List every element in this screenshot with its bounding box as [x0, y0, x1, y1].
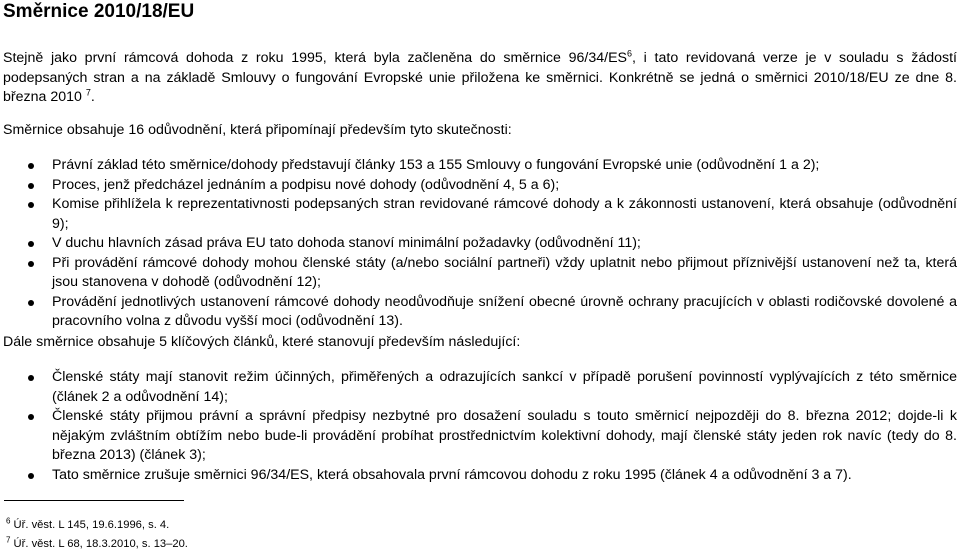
- articles-lead: Dále směrnice obsahuje 5 klíčových článků, které stanovují především následující:: [3, 334, 521, 350]
- list-item-text: Členské státy mají stanovit režim účinných, přiměřených a odrazujících sankcí v případě porušení povinností vyplývajících z této směrnice (článek 2 a odůvodnění 14);: [52, 369, 957, 405]
- list-item-text: Právní základ této směrnice/dohody představují články 153 a 155 Smlouvy o fungování Evropské unie (odůvodnění 1 a 2);: [52, 157, 820, 173]
- footnote-6: [6, 518, 169, 533]
- justifications-list: [0, 156, 960, 332]
- articles-list: [0, 368, 960, 485]
- list-item: [0, 176, 960, 196]
- intro-text-2: , i tato revidovaná verze je v souladu s žádostí podepsaných stran a na základě Smlouvy o fungování Evropské unie přiložena ke směrnici. Konkrétně se jedná o směrnici 2010/18/EU ze dne 8. března 2010: [3, 50, 957, 105]
- list-item: [0, 254, 960, 293]
- footnote-divider: [4, 500, 184, 501]
- list-item-text: Členské státy přijmou právní a správní předpisy nezbytné pro dosažení souladu s touto směrnicí nejpozději do 8. března 2012; dojde-li k nějakým zvláštním obtížím nebo bude-li provádění probíhat prostřednictvím kolektivní dohody, mají členské státy jeden rok navíc (tedy do 8. března 2013) (článek 3);: [52, 408, 957, 463]
- footnote-mark: 6: [6, 516, 11, 526]
- footnote-text: Úř. věst. L 145, 19.6.1996, s. 4.: [10, 519, 170, 531]
- bullet-icon: [28, 375, 34, 381]
- footnote-text: Úř. věst. L 68, 18.3.2010, s. 13–20.: [10, 538, 188, 550]
- list-item: [0, 156, 960, 176]
- footnote-7: [6, 537, 188, 552]
- intro-paragraph: [3, 49, 957, 108]
- list-item-text: Při provádění rámcové dohody mohou členské státy (a/nebo sociální partneři) vždy uplatnit nebo přijmout příznivější ustanovení než ta, která jsou stanovena v dohodě (odůvodnění 12);: [52, 254, 957, 290]
- bullet-icon: [28, 241, 34, 247]
- footnote-ref-7[interactable]: 7: [85, 87, 91, 98]
- list-item: [0, 293, 960, 332]
- list-item-text: Provádění jednotlivých ustanovení rámcové dohody neodůvodňuje snížení obecné úrovně ochrany pracujících v oblasti rodičovské dovolené a pracovního volna z důvodu vyšší moci (odůvodnění 13).: [52, 293, 957, 329]
- page-title: Směrnice 2010/18/EU: [3, 1, 195, 22]
- list-item: [0, 234, 960, 254]
- bullet-icon: [28, 202, 34, 208]
- bullet-icon: [28, 300, 34, 306]
- bullet-icon: [28, 163, 34, 169]
- list-item-text: V duchu hlavních zásad práva EU tato dohoda stanoví minimální požadavky (odůvodnění 11);: [52, 235, 641, 251]
- bullet-icon: [28, 183, 34, 189]
- bullet-icon: [28, 261, 34, 267]
- list-item-text: Tato směrnice zrušuje směrnici 96/34/ES, která obsahovala první rámcovou dohodu z roku 1995 (článek 4 a odůvodnění 3 a 7).: [52, 466, 852, 483]
- footnote-mark: 7: [6, 535, 11, 545]
- footnote-ref-6[interactable]: 6: [627, 48, 633, 59]
- intro-text-1: Stejně jako první rámcová dohoda z roku 1995, která byla začleněna do směrnice 96/34/ES: [3, 50, 627, 66]
- justifications-lead: Směrnice obsahuje 16 odůvodnění, která připomínají především tyto skutečnosti:: [3, 122, 512, 138]
- list-item: [0, 368, 960, 407]
- list-item: [0, 195, 960, 234]
- list-item: [0, 466, 960, 486]
- bullet-icon: [28, 414, 34, 420]
- bullet-icon: [28, 473, 34, 479]
- list-item: [0, 407, 960, 466]
- list-item-text: Komise přihlížela k reprezentativnosti podepsaných stran revidované rámcové dohody a k zákonnosti ustanovení, která obsahuje (odůvodnění 9);: [52, 196, 957, 232]
- intro-text-3: .: [90, 89, 95, 105]
- list-item-text: Proces, jenž předcházel jednáním a podpisu nové dohody (odůvodnění 4, 5 a 6);: [52, 176, 560, 193]
